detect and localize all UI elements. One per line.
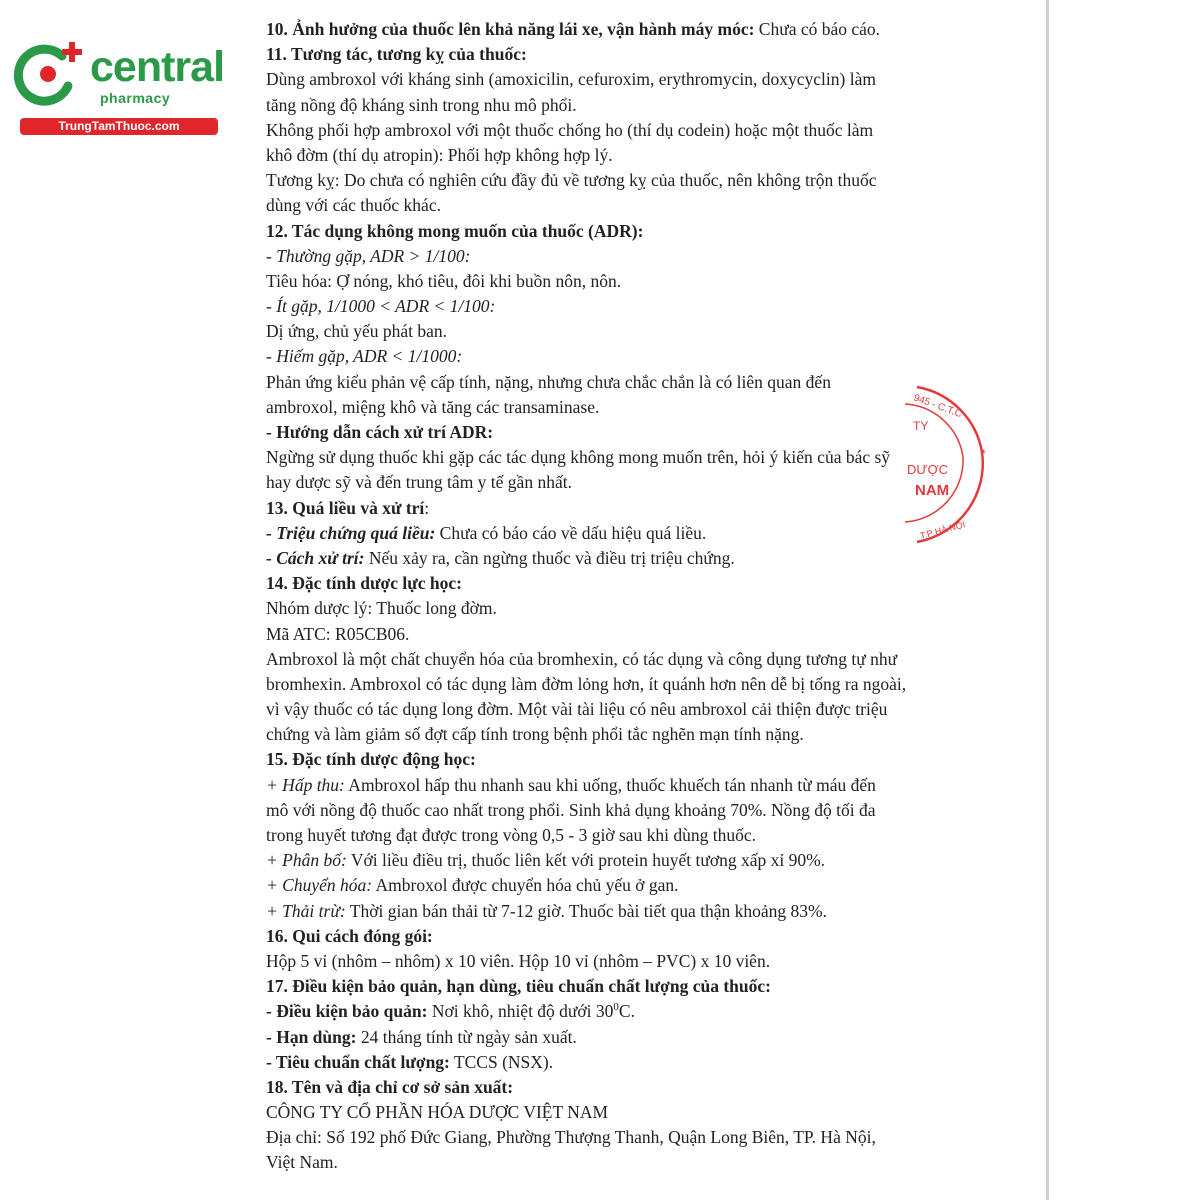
- central-pharmacy-logo[interactable]: [10, 36, 225, 136]
- section-13-title-tail: :: [424, 497, 430, 518]
- logo-name: central: [90, 43, 225, 91]
- shelf-life: [266, 1025, 996, 1050]
- section-10-title: 10. Ảnh hưởng của thuốc lên khả năng lái xe, vận hành máy móc:: [266, 19, 755, 39]
- pk-absorption-heading: + Hấp thu:: [266, 774, 345, 795]
- section-14-line: bromhexin. Ambroxol có tác dụng làm đờm lỏng hơn, ít quánh hơn nên dễ bị tống ra ngoài,: [266, 673, 907, 694]
- adr-guide-text: Ngừng sử dụng thuốc khi gặp các tác dụng không mong muốn trên, hỏi ý kiến của bác sỹ: [266, 447, 891, 468]
- page-edge-line: [1046, 0, 1049, 1200]
- overdose-treatment: [266, 546, 996, 571]
- section-18-title: 18. Tên và địa chỉ cơ sở sản xuất:: [266, 1076, 514, 1097]
- pk-distribution: [266, 848, 996, 873]
- section-11-title: 11. Tương tác, tương kỵ của thuốc:: [266, 44, 527, 65]
- overdose-symptoms-heading: - Triệu chứng quá liều:: [266, 522, 436, 543]
- stamp-text-ty: TY: [913, 419, 929, 433]
- stamp-text-nam: NAM: [915, 482, 950, 499]
- section-14-title: 14. Đặc tính dược lực học:: [266, 573, 462, 594]
- company-name: CÔNG TY CỔ PHẦN HÓA DƯỢC VIỆT NAM: [266, 1102, 609, 1123]
- pk-metabolism-text: Ambroxol được chuyển hóa chủ yếu ở gan.: [372, 875, 679, 896]
- quality-standard-heading: - Tiêu chuẩn chất lượng:: [266, 1051, 450, 1072]
- pk-absorption-text: mô với nồng độ thuốc cao nhất trong phổi. Sinh khả dụng khoảng 70%. Nồng độ tối đa: [266, 799, 876, 820]
- section-14-line: Mã ATC: R05CB06.: [266, 623, 410, 644]
- overdose-treatment-heading: - Cách xử trí:: [266, 547, 365, 568]
- pk-elimination-text: Thời gian bán thải từ 7-12 giờ. Thuốc bài tiết qua thận khoảng 83%.: [345, 900, 827, 921]
- logo-subtitle: pharmacy: [100, 90, 171, 106]
- overdose-symptoms-text: Chưa có báo cáo về dấu hiệu quá liều.: [435, 522, 707, 543]
- quality-standard-text: TCCS (NSX).: [449, 1051, 554, 1072]
- company-address: Địa chỉ: Số 192 phố Đức Giang, Phường Thượng Thanh, Quận Long Biên, TP. Hà Nội,: [266, 1127, 876, 1148]
- pk-distribution-heading: + Phân bố:: [266, 850, 347, 871]
- section-17-title: 17. Điều kiện bảo quản, hạn dùng, tiêu chuẩn chất lượng của thuốc:: [266, 976, 771, 997]
- adr-guide-text: hay dược sỹ và đến trung tâm y tế gần nhất.: [266, 472, 572, 493]
- pk-distribution-text: Với liều điều trị, thuốc liên kết với protein huyết tương xấp xỉ 90%.: [346, 850, 826, 871]
- pharmacy-cross-c-icon: [10, 36, 90, 116]
- overdose-treatment-text: Nếu xảy ra, cần ngừng thuốc và điều trị triệu chứng.: [364, 547, 735, 568]
- adr-uncommon-heading: - Ít gặp, 1/1000 < ADR < 1/100:: [266, 296, 496, 317]
- section-11-line: tăng nồng độ kháng sinh trong nhu mô phổi.: [266, 94, 577, 115]
- storage-heading: - Điều kiện bảo quản:: [266, 1001, 428, 1022]
- section-11-line: khô đờm (thí dụ atropin): Phối hợp không hợp lý.: [266, 144, 613, 165]
- section-11-line: Tương kỵ: Do chưa có nghiên cứu đầy đủ về tương kỵ của thuốc, nên không trộn thuốc: [266, 170, 877, 191]
- stamp-text-top: 945 - C.T.C: [911, 392, 964, 421]
- section-12-title: 12. Tác dụng không mong muốn của thuốc (ADR):: [266, 220, 644, 241]
- storage-condition: [266, 999, 996, 1024]
- section-15-title: 15. Đặc tính dược động học:: [266, 749, 476, 770]
- storage-unit: C.: [618, 1001, 635, 1022]
- section-13-title: 13. Quá liều và xử trí: [266, 497, 425, 518]
- pk-absorption-text: Ambroxol hấp thu nhanh sau khi uống, thuốc khuếch tán nhanh từ máu đến: [344, 774, 876, 795]
- section-16-line: Hộp 5 vỉ (nhôm – nhôm) x 10 viên. Hộp 10 vỉ (nhôm – PVC) x 10 viên.: [266, 950, 771, 971]
- adr-rare-heading: - Hiếm gặp, ADR < 1/1000:: [266, 346, 463, 367]
- company-address: Việt Nam.: [266, 1152, 338, 1173]
- section-10: [266, 17, 996, 42]
- section-13-title-line: [266, 496, 996, 521]
- storage-degree-sup: 0: [613, 1001, 619, 1014]
- adr-common-heading: - Thường gặp, ADR > 1/100:: [266, 245, 471, 266]
- stamp-text-duoc: DƯỢC: [907, 462, 949, 477]
- adr-rare-text: ambroxol, miệng khô và tăng các transaminase.: [266, 396, 600, 417]
- pk-absorption: [266, 773, 996, 798]
- shelf-life-heading: - Hạn dùng:: [266, 1026, 357, 1047]
- section-14-line: Ambroxol là một chất chuyển hóa của bromhexin, có tác dụng và công dụng tương tự như: [266, 648, 898, 669]
- adr-guide-heading: - Hướng dẫn cách xử trí ADR:: [266, 422, 494, 442]
- section-11-line: Không phối hợp ambroxol với một thuốc chống ho (thí dụ codein) hoặc một thuốc làm: [266, 119, 874, 140]
- svg-text:*: *: [981, 447, 986, 461]
- adr-uncommon-text: Dị ứng, chủ yếu phát ban.: [266, 321, 448, 342]
- section-11-line: dùng với các thuốc khác.: [266, 195, 441, 216]
- logo-url-badge: TrungTamThuoc.com: [20, 118, 218, 135]
- pk-elimination: [266, 899, 996, 924]
- section-16-title: 16. Qui cách đóng gói:: [266, 925, 433, 946]
- section-14-line: chứng và làm giảm số đợt cấp tính trong bệnh phổi tắc nghẽn mạn tính nặng.: [266, 724, 804, 745]
- adr-rare-text: Phản ứng kiểu phản vệ cấp tính, nặng, nhưng chưa chắc chắn là có liên quan đến: [266, 371, 831, 392]
- document-body: [266, 17, 996, 1176]
- pk-absorption-text: trong huyết tương đạt được trong vòng 0,5 - 3 giờ sau khi dùng thuốc.: [266, 825, 757, 845]
- pk-metabolism-heading: + Chuyển hóa:: [266, 875, 373, 896]
- overdose-symptoms: [266, 521, 996, 546]
- section-10-text: Chưa có báo cáo.: [754, 19, 881, 39]
- adr-common-text: Tiêu hóa: Ợ nóng, khó tiêu, đôi khi buồn nôn, nôn.: [266, 270, 622, 291]
- section-11-line: Dùng ambroxol với kháng sinh (amoxicilin, cefuroxim, erythromycin, doxycyclin) làm: [266, 69, 876, 90]
- pk-elimination-heading: + Thải trừ:: [266, 900, 346, 921]
- pk-metabolism: [266, 873, 996, 898]
- storage-text: Nơi khô, nhiệt độ dưới 30: [427, 1001, 614, 1022]
- section-14-line: vì vậy thuốc có tác dụng long đờm. Một vài tài liệu có nêu ambroxol cải thiện được triệu: [266, 699, 888, 720]
- section-14-line: Nhóm dược lý: Thuốc long đờm.: [266, 598, 497, 619]
- quality-standard: [266, 1050, 996, 1075]
- stamp-text-bottom: T.P HÀ NỘI: [918, 519, 967, 541]
- shelf-life-text: 24 tháng tính từ ngày sản xuất.: [356, 1026, 577, 1047]
